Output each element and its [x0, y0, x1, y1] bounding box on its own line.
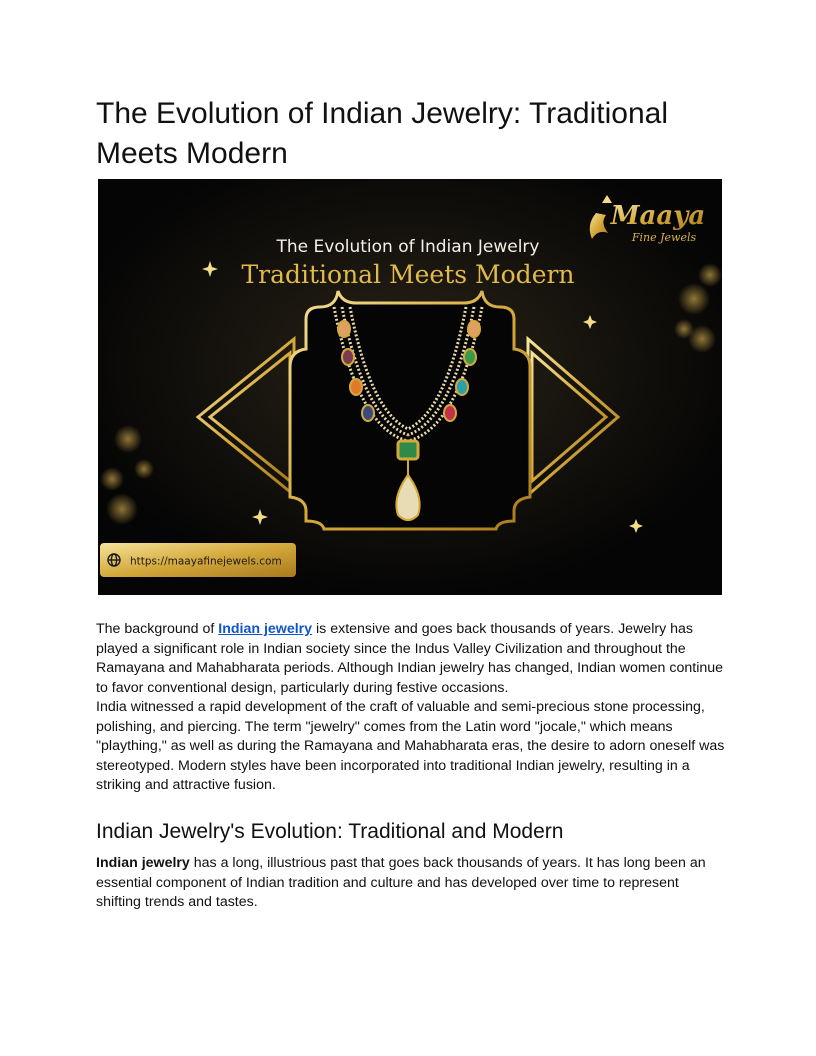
intro-text-start: The background of — [96, 621, 219, 637]
brand-name: Maaya — [610, 201, 706, 231]
bold-term: Indian jewelry — [96, 855, 190, 871]
paragraph-evolution — [96, 854, 726, 913]
indian-jewelry-link[interactable]: Indian jewelry — [218, 621, 313, 637]
paragraph-history: India witnessed a rapid development of the craft of valuable and semi-precious stone processing, polishing, and piercing. The term "jewelry" comes from the Latin word "jocale," which means "plaything," as well as during the Ramayana and Mahabharata eras, the desire to adorn oneself was stereotyped. Modern styles have been incorporated into traditional Indian jewelry, resulting in a striking and attractive fusion. — [96, 699, 725, 793]
banner-line1: The Evolution of Indian Jewelry — [276, 237, 540, 257]
brand-subtitle: Fine Jewels — [631, 231, 697, 244]
banner-line2: Traditional Meets Modern — [241, 260, 575, 289]
paragraph-intro — [96, 620, 726, 698]
evolution-text: has a long, illustrious past that goes back thousands of years. It has long been an essential component of Indian tradition and culture and has developed over time to represent shifting trends and tastes. — [96, 855, 706, 910]
banner-artwork — [98, 179, 722, 595]
page-title: The Evolution of Indian Jewelry: Traditional Meets Modern — [96, 97, 668, 170]
section-heading: Indian Jewelry's Evolution: Traditional and Modern — [96, 820, 564, 843]
website-url: https://maayafinejewels.com — [130, 555, 282, 568]
intro-text-rest: is extensive and goes back thousands of years. Jewelry has played a significant role in Indian society since the Indus Valley Civilization and throughout the Ramayana and Mahabharata periods. Although Indian jewelry has changed, Indian women continue to favor conventional design, particularly during festive occasions. — [96, 621, 724, 696]
url-pill — [100, 543, 296, 577]
hero-banner-image — [98, 179, 722, 595]
